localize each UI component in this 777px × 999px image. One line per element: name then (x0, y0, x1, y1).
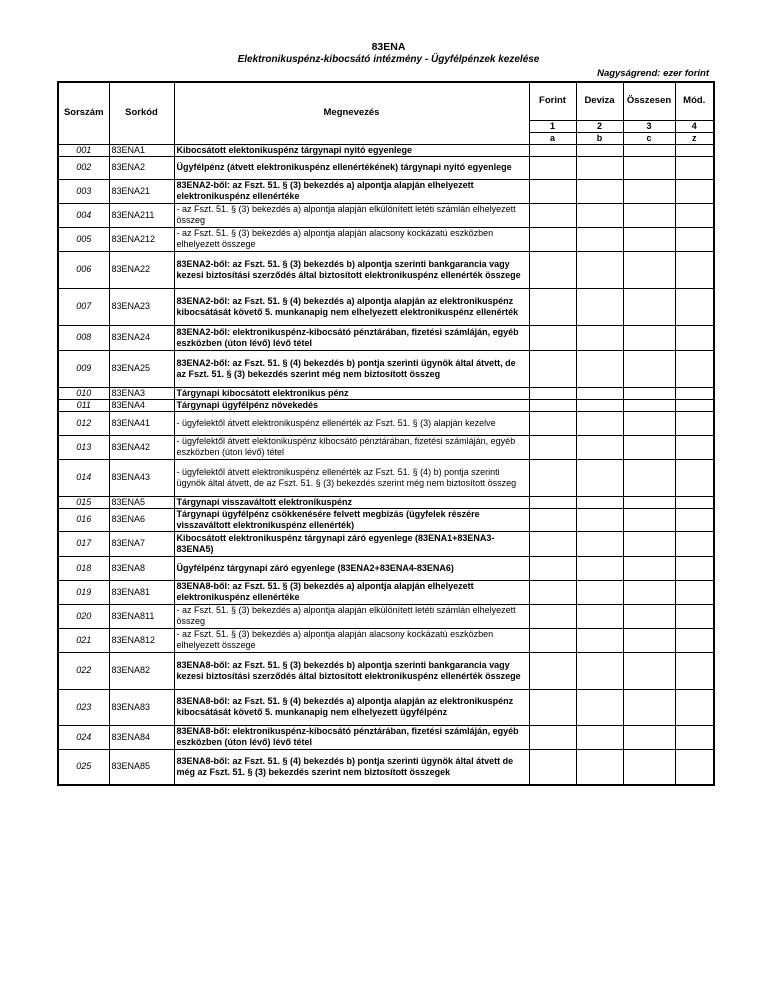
row-sorszam: 017 (58, 531, 109, 556)
row-megnevezes: Ügyfélpénz (átvett elektronikuspénz ellenértékének) tárgynapi nyitó egyenlege (174, 156, 529, 179)
value-cell[interactable] (675, 435, 714, 459)
value-cell[interactable] (576, 508, 623, 531)
row-sorkod: 83ENA8 (109, 556, 174, 580)
row-sorszam: 001 (58, 144, 109, 156)
row-sorszam: 011 (58, 399, 109, 411)
value-cell[interactable] (576, 387, 623, 399)
row-sorszam: 014 (58, 459, 109, 496)
value-cell[interactable] (576, 604, 623, 628)
row-sorszam: 012 (58, 411, 109, 435)
unit-label: Nagyságrend: ezer forint (597, 68, 709, 79)
value-cell[interactable] (623, 435, 675, 459)
row-sorszam: 010 (58, 387, 109, 399)
table-row (58, 580, 714, 604)
row-megnevezes: 83ENA2-ből: az Fszt. 51. § (4) bekezdés b) pontja szerinti ügynök által átvett, de az Fszt. 51. § (3) bekezdés szerint még nem biztosított összeg (174, 350, 529, 387)
value-cell[interactable] (529, 556, 576, 580)
value-cell[interactable] (576, 749, 623, 785)
value-cell[interactable] (623, 144, 675, 156)
row-sorszam: 005 (58, 227, 109, 251)
row-sorkod: 83ENA3 (109, 387, 174, 399)
value-cell[interactable] (675, 411, 714, 435)
value-cell[interactable] (623, 508, 675, 531)
value-cell[interactable] (576, 556, 623, 580)
row-megnevezes: Tárgynapi ügyfélpénz növekedés (174, 399, 529, 411)
value-cell[interactable] (529, 459, 576, 496)
value-cell[interactable] (576, 179, 623, 203)
value-cell[interactable] (675, 496, 714, 508)
col-number: 3 (623, 120, 675, 132)
value-cell[interactable] (529, 604, 576, 628)
row-megnevezes: 83ENA8-ből: elektronikuspénz-kibocsátó pénztárában, fizetési számláján, egyéb eszközben (úton lévő) lévő tétel (174, 725, 529, 749)
row-sorszam: 022 (58, 652, 109, 689)
table-row (58, 227, 714, 251)
value-cell[interactable] (576, 580, 623, 604)
row-megnevezes: 83ENA2-ből: az Fszt. 51. § (3) bekezdés b) alpontja szerinti bankgarancia vagy kezesi biztosítási szerződés által biztosított elektronikuspénz ellenérték összege (174, 251, 529, 288)
report-subtitle: Elektronikuspénz-kibocsátó intézmény - Ügyfélpénzek kezelése (237, 54, 540, 65)
table-row (58, 749, 714, 785)
table-row (58, 350, 714, 387)
table-row (58, 156, 714, 179)
col-header-forint: Forint (529, 82, 576, 120)
value-cell[interactable] (529, 325, 576, 350)
value-cell[interactable] (576, 203, 623, 227)
row-megnevezes: Kibocsátott elektonikuspénz tárgynapi nyitó egyenlege (174, 144, 529, 156)
value-cell[interactable] (529, 749, 576, 785)
value-cell[interactable] (675, 179, 714, 203)
col-header-deviza: Deviza (576, 82, 623, 120)
value-cell[interactable] (529, 156, 576, 179)
value-cell[interactable] (623, 496, 675, 508)
row-megnevezes: Ügyfélpénz tárgynapi záró egyenlege (83ENA2+83ENA4-83ENA6) (174, 556, 529, 580)
row-megnevezes: 83ENA8-ből: az Fszt. 51. § (3) bekezdés a) alpontja alapján elhelyezett elektronikuspénz ellenértéke (174, 580, 529, 604)
value-cell[interactable] (623, 652, 675, 689)
table-row (58, 725, 714, 749)
value-cell[interactable] (623, 531, 675, 556)
col-header-sorszam: Sorszám (58, 82, 109, 144)
row-sorkod: 83ENA41 (109, 411, 174, 435)
value-cell[interactable] (675, 387, 714, 399)
value-cell[interactable] (529, 725, 576, 749)
row-megnevezes: - ügyfelektől átvett elektronikuspénz ellenérték az Fszt. 51. § (4) b) pontja szerinti ügynök által átvett, de az Fszt. 51. § (3) bekezdés szerint még nem biztosított összeg (174, 459, 529, 496)
report-table (57, 81, 715, 786)
col-letter: z (675, 132, 714, 144)
row-megnevezes: - az Fszt. 51. § (3) bekezdés a) alpontja alapján elkülönített letéti számlán elhelyezett összeg (174, 604, 529, 628)
row-megnevezes: - az Fszt. 51. § (3) bekezdés a) alpontja alapján alacsony kockázatú eszközben elhelyezett összege (174, 227, 529, 251)
value-cell[interactable] (675, 604, 714, 628)
row-sorkod: 83ENA23 (109, 288, 174, 325)
row-sorszam: 006 (58, 251, 109, 288)
table-row (58, 411, 714, 435)
table-row (58, 689, 714, 725)
report-code: 83ENA (371, 41, 406, 53)
row-megnevezes: Tárgynapi kibocsátott elektronikus pénz (174, 387, 529, 399)
value-cell[interactable] (675, 725, 714, 749)
row-sorkod: 83ENA812 (109, 628, 174, 652)
value-cell[interactable] (576, 399, 623, 411)
row-megnevezes: Kibocsátott elektronikuspénz tárgynapi záró egyenlege (83ENA1+83ENA3-83ENA5) (174, 531, 529, 556)
value-cell[interactable] (623, 350, 675, 387)
row-sorkod: 83ENA212 (109, 227, 174, 251)
row-sorszam: 013 (58, 435, 109, 459)
row-megnevezes: Tárgynapi visszaváltott elektronikuspénz (174, 496, 529, 508)
row-sorszam: 015 (58, 496, 109, 508)
col-number: 4 (675, 120, 714, 132)
table-row (58, 203, 714, 227)
value-cell[interactable] (529, 288, 576, 325)
value-cell[interactable] (675, 652, 714, 689)
value-cell[interactable] (675, 325, 714, 350)
row-sorkod: 83ENA25 (109, 350, 174, 387)
table-row (58, 604, 714, 628)
value-cell[interactable] (675, 459, 714, 496)
value-cell[interactable] (675, 156, 714, 179)
row-megnevezes: 83ENA2-ből: az Fszt. 51. § (4) bekezdés a) alpontja alapján az elektronikuspénz kibocsátását követő 5. munkanapig nem elhelyezett elektronikuspénz ellenérték (174, 288, 529, 325)
row-megnevezes: 83ENA8-ből: az Fszt. 51. § (3) bekezdés b) alpontja szerinti bankgarancia vagy kezesi biztosítási szerződés által biztosított elektronikuspénz ellenérték összege (174, 652, 529, 689)
row-sorkod: 83ENA22 (109, 251, 174, 288)
row-sorkod: 83ENA21 (109, 179, 174, 203)
value-cell[interactable] (529, 350, 576, 387)
row-sorszam: 025 (58, 749, 109, 785)
row-sorkod: 83ENA84 (109, 725, 174, 749)
value-cell[interactable] (576, 325, 623, 350)
table-row (58, 288, 714, 325)
value-cell[interactable] (529, 435, 576, 459)
row-sorszam: 003 (58, 179, 109, 203)
value-cell[interactable] (576, 144, 623, 156)
value-cell[interactable] (623, 227, 675, 251)
value-cell[interactable] (675, 628, 714, 652)
row-sorszam: 004 (58, 203, 109, 227)
row-megnevezes: 83ENA2-ből: elektronikuspénz-kibocsátó pénztárában, fizetési számláján, egyéb eszközben (úton lévő) lévő tétel (174, 325, 529, 350)
table-row (58, 179, 714, 203)
value-cell[interactable] (675, 203, 714, 227)
table-row (58, 556, 714, 580)
value-cell[interactable] (675, 227, 714, 251)
value-cell[interactable] (529, 251, 576, 288)
col-number: 2 (576, 120, 623, 132)
row-sorkod: 83ENA81 (109, 580, 174, 604)
value-cell[interactable] (529, 399, 576, 411)
row-sorszam: 019 (58, 580, 109, 604)
value-cell[interactable] (529, 531, 576, 556)
value-cell[interactable] (623, 411, 675, 435)
table-row (58, 435, 714, 459)
row-sorszam: 007 (58, 288, 109, 325)
row-megnevezes: 83ENA2-ből: az Fszt. 51. § (3) bekezdés a) alpontja alapján elhelyezett elektronikuspénz ellenértéke (174, 179, 529, 203)
value-cell[interactable] (529, 387, 576, 399)
col-number: 1 (529, 120, 576, 132)
value-cell[interactable] (623, 604, 675, 628)
row-sorszam: 008 (58, 325, 109, 350)
value-cell[interactable] (675, 399, 714, 411)
row-sorszam: 016 (58, 508, 109, 531)
row-sorszam: 002 (58, 156, 109, 179)
value-cell[interactable] (675, 531, 714, 556)
value-cell[interactable] (576, 725, 623, 749)
row-sorkod: 83ENA5 (109, 496, 174, 508)
row-sorszam: 018 (58, 556, 109, 580)
col-letter: a (529, 132, 576, 144)
row-megnevezes: - az Fszt. 51. § (3) bekezdés a) alpontja alapján elkülönített letéti számlán elhelyezett összeg (174, 203, 529, 227)
value-cell[interactable] (623, 749, 675, 785)
table-row (58, 496, 714, 508)
value-cell[interactable] (529, 203, 576, 227)
value-cell[interactable] (675, 251, 714, 288)
value-cell[interactable] (576, 288, 623, 325)
row-sorkod: 83ENA85 (109, 749, 174, 785)
value-cell[interactable] (576, 689, 623, 725)
value-cell[interactable] (675, 350, 714, 387)
row-megnevezes: - ügyfelektől átvett elektonikuspénz kibocsátó pénztárában, fizetési számláján, egyéb eszközben (úton lévő) tétel (174, 435, 529, 459)
value-cell[interactable] (576, 531, 623, 556)
row-sorkod: 83ENA811 (109, 604, 174, 628)
value-cell[interactable] (576, 411, 623, 435)
value-cell[interactable] (623, 689, 675, 725)
value-cell[interactable] (529, 628, 576, 652)
table-row (58, 531, 714, 556)
col-header-osszesen: Összesen (623, 82, 675, 120)
value-cell[interactable] (576, 251, 623, 288)
value-cell[interactable] (623, 556, 675, 580)
value-cell[interactable] (529, 652, 576, 689)
value-cell[interactable] (576, 652, 623, 689)
value-cell[interactable] (675, 580, 714, 604)
table-row (58, 325, 714, 350)
value-cell[interactable] (675, 749, 714, 785)
row-sorszam: 020 (58, 604, 109, 628)
col-letter: b (576, 132, 623, 144)
row-sorkod: 83ENA2 (109, 156, 174, 179)
table-row (58, 652, 714, 689)
row-sorszam: 009 (58, 350, 109, 387)
value-cell[interactable] (576, 435, 623, 459)
value-cell[interactable] (576, 459, 623, 496)
value-cell[interactable] (623, 288, 675, 325)
value-cell[interactable] (623, 459, 675, 496)
table-row (58, 251, 714, 288)
value-cell[interactable] (623, 325, 675, 350)
value-cell[interactable] (623, 399, 675, 411)
value-cell[interactable] (576, 496, 623, 508)
row-megnevezes: 83ENA8-ből: az Fszt. 51. § (4) bekezdés b) pontja szerinti ügynök által átvett de még az Fszt. 51. § (3) bekezdés szerint nem biztosított összegek (174, 749, 529, 785)
value-cell[interactable] (576, 227, 623, 251)
value-cell[interactable] (623, 387, 675, 399)
table-row (58, 508, 714, 531)
value-cell[interactable] (675, 144, 714, 156)
row-sorkod: 83ENA211 (109, 203, 174, 227)
row-megnevezes: 83ENA8-ből: az Fszt. 51. § (4) bekezdés a) alpontja alapján az elektronikuspénz kibocsátását követő 5. munkanapig nem elhelyezett ügyfélpénz (174, 689, 529, 725)
col-letter: c (623, 132, 675, 144)
value-cell[interactable] (675, 556, 714, 580)
value-cell[interactable] (623, 179, 675, 203)
value-cell[interactable] (529, 689, 576, 725)
value-cell[interactable] (623, 580, 675, 604)
value-cell[interactable] (529, 411, 576, 435)
value-cell[interactable] (576, 156, 623, 179)
row-sorkod: 83ENA6 (109, 508, 174, 531)
col-header-sorkod: Sorkód (109, 82, 174, 144)
value-cell[interactable] (675, 508, 714, 531)
value-cell[interactable] (576, 628, 623, 652)
col-header-mod: Mód. (675, 82, 714, 120)
row-sorkod: 83ENA83 (109, 689, 174, 725)
value-cell[interactable] (623, 251, 675, 288)
value-cell[interactable] (529, 227, 576, 251)
row-sorszam: 021 (58, 628, 109, 652)
row-sorkod: 83ENA82 (109, 652, 174, 689)
table-row (58, 387, 714, 399)
row-sorkod: 83ENA42 (109, 435, 174, 459)
table-row (58, 459, 714, 496)
table-body (58, 144, 714, 785)
value-cell[interactable] (576, 350, 623, 387)
value-cell[interactable] (529, 496, 576, 508)
value-cell[interactable] (529, 179, 576, 203)
value-cell[interactable] (529, 144, 576, 156)
value-cell[interactable] (675, 288, 714, 325)
value-cell[interactable] (623, 628, 675, 652)
row-sorkod: 83ENA1 (109, 144, 174, 156)
table-row (58, 144, 714, 156)
row-sorkod: 83ENA4 (109, 399, 174, 411)
value-cell[interactable] (623, 203, 675, 227)
row-sorkod: 83ENA7 (109, 531, 174, 556)
row-sorszam: 024 (58, 725, 109, 749)
col-header-megnevezes: Megnevezés (174, 82, 529, 144)
row-megnevezes: - az Fszt. 51. § (3) bekezdés a) alpontja alapján alacsony kockázatú eszközben elhelyezett összege (174, 628, 529, 652)
row-megnevezes: - ügyfelektől átvett elektronikuspénz ellenérték az Fszt. 51. § (3) alapján kezelve (174, 411, 529, 435)
row-sorkod: 83ENA43 (109, 459, 174, 496)
row-megnevezes: Tárgynapi ügyfélpénz csökkenésére felvett megbízás (ügyfelek részére visszaváltott elektronikuspénz ellenérték) (174, 508, 529, 531)
value-cell[interactable] (529, 508, 576, 531)
table-row (58, 399, 714, 411)
value-cell[interactable] (623, 725, 675, 749)
table-row (58, 628, 714, 652)
value-cell[interactable] (675, 689, 714, 725)
row-sorszam: 023 (58, 689, 109, 725)
row-sorkod: 83ENA24 (109, 325, 174, 350)
value-cell[interactable] (623, 156, 675, 179)
value-cell[interactable] (529, 580, 576, 604)
